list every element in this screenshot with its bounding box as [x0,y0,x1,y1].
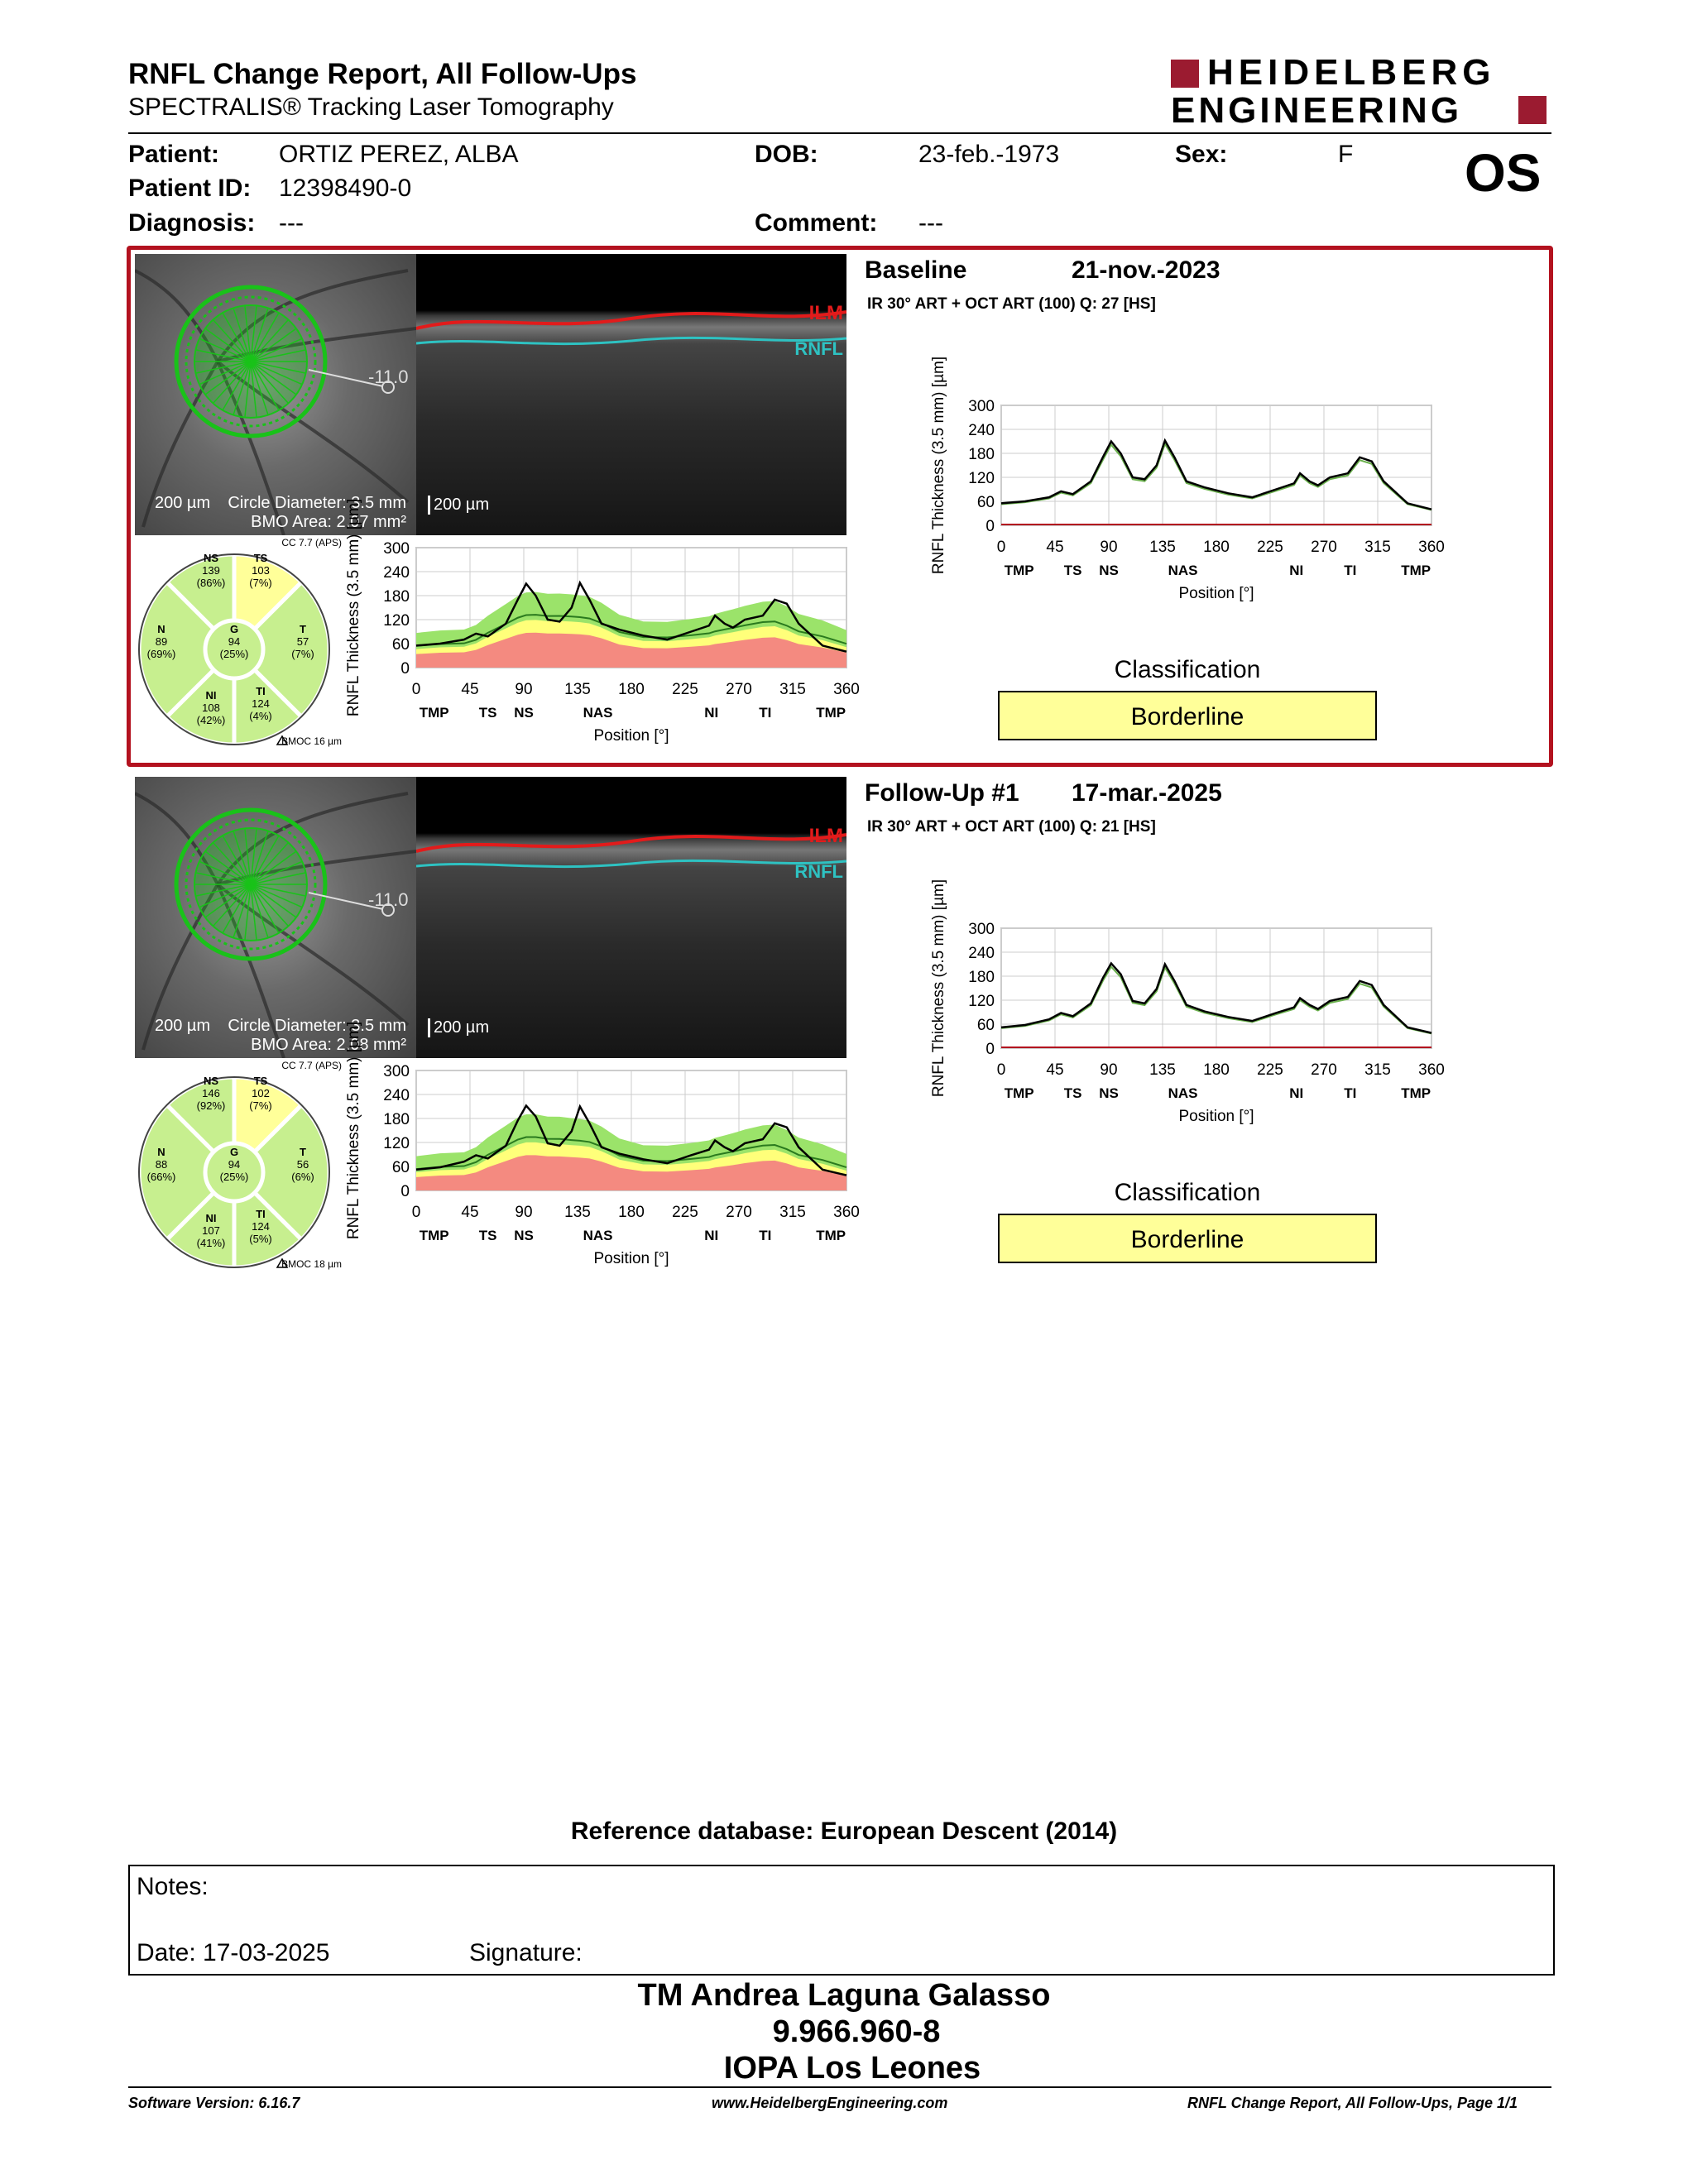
y-tick-label: 180 [968,969,995,986]
x-tick-label: 315 [779,1204,806,1221]
sector-axis-label: NAS [583,1228,613,1243]
baseline-exam [0,252,1688,757]
scan-info: IR 30° ART + OCT ART (100) Q: 21 [HS] [867,818,1156,836]
x-tick-label: 0 [996,1061,1006,1079]
x-tick-label: 45 [1046,539,1064,556]
x-tick-label: 45 [461,1204,479,1221]
x-tick-label: 225 [672,681,698,698]
sector-percent-n: (69%) [146,648,176,660]
circle-diameter: Circle Diameter: 3.5 mm [228,1017,406,1035]
fundus-scale-bar: 200 µm [155,1017,211,1035]
x-tick-label: 180 [1203,1061,1230,1079]
sector-value-ts: 103 [252,564,270,577]
x-tick-label: 180 [1203,539,1230,556]
classification-label: Classification [1114,656,1261,683]
y-tick-label: 300 [383,540,410,558]
sector-axis-label: TMP [419,1228,449,1243]
ilm-label: ILM [808,825,843,847]
sector-name-n: N [157,1146,165,1158]
sector-name-ni: NI [205,1212,217,1224]
sector-percent-ns: (92%) [196,1099,226,1112]
sector-axis-label: NAS [1168,563,1198,578]
y-tick-label: 60 [391,1159,410,1176]
y-axis-title: RNFL Thickness (3.5 mm) [µm] [930,879,947,1098]
rnfl-chart-change [930,879,1445,1125]
cc-label: CC 7.7 (APS) [281,538,342,548]
sector-axis-label: TMP [816,705,846,721]
x-tick-label: 360 [1418,1061,1445,1079]
panel-heading: Follow-Up #1 [865,779,1019,807]
sector-name-ns: NS [203,552,219,564]
x-tick-label: 0 [411,1204,421,1221]
sector-axis-label: TS [478,1228,497,1243]
x-tick-label: 90 [515,681,533,698]
website-link[interactable]: www.HeidelbergEngineering.com [712,2095,948,2111]
x-tick-label: 90 [1100,1061,1118,1079]
sector-axis-label: NI [704,1228,719,1243]
sector-axis-label: TI [759,705,772,721]
x-tick-label: 0 [996,539,1006,556]
y-tick-label: 0 [985,518,995,535]
sector-axis-label: TS [1063,1085,1082,1101]
sector-axis-label: NI [1289,1085,1304,1101]
x-tick-label: 45 [461,681,479,698]
bmo-area: BMO Area: 2.08 mm² [251,1036,406,1054]
sector-value-t: 56 [296,1158,309,1171]
x-tick-label: 90 [515,1204,533,1221]
bmoc-label: BMOC 16 µm [281,735,342,747]
y-tick-label: 240 [968,945,995,962]
x-tick-label: 360 [833,681,860,698]
x-tick-label: 135 [1149,1061,1176,1079]
scan-angle-label: -11.0 [368,366,409,387]
classification-result: Borderline [998,1214,1377,1263]
y-tick-label: 300 [383,1063,410,1080]
sector-axis-label: TI [1344,1085,1357,1101]
ilm-label: ILM [808,302,843,324]
diagnosis-label: Diagnosis: [128,209,256,237]
sector-percent-ti: (5%) [249,1233,272,1245]
y-tick-label: 240 [383,1087,410,1104]
y-tick-label: 120 [383,1135,410,1152]
sector-value-t: 57 [296,635,309,648]
sector-name-ts: TS [253,1075,268,1087]
y-tick-label: 120 [383,612,410,630]
comment-value: --- [918,209,943,237]
sector-axis-label: TMP [419,705,449,721]
y-axis-title: RNFL Thickness (3.5 mm) [µm] [930,356,947,575]
notes-box [128,1865,1555,1976]
sector-value-ti: 124 [252,1220,270,1233]
y-axis-title: RNFL Thickness (3.5 mm) [µm] [345,498,362,717]
sector-percent-ts: (7%) [249,577,272,589]
sector-axis-label: NAS [583,705,613,721]
x-tick-label: 270 [726,681,752,698]
fundus-scale-bar: 200 µm [155,494,211,512]
chart-layer [0,775,1688,1280]
sector-axis-label: NS [514,1228,534,1243]
dob-label: DOB: [755,141,818,168]
sector-percent-g: (25%) [219,648,249,660]
sector-name-g: G [229,1146,239,1158]
sector-percent-ts: (7%) [249,1099,272,1112]
y-tick-label: 300 [968,398,995,415]
patient-id: 12398490-0 [279,175,412,202]
cc-label: CC 7.7 (APS) [281,1061,342,1071]
eye-indicator: OS [1465,143,1542,203]
sector-value-ts: 102 [252,1087,270,1099]
sector-axis-label: NAS [1168,1085,1198,1101]
y-tick-label: 240 [968,422,995,439]
oct-scale-bar: 200 µm [428,496,489,515]
x-tick-label: 315 [1364,539,1391,556]
report-title: RNFL Change Report, All Follow-Ups [128,58,637,90]
sector-axis-label: TMP [1401,1085,1431,1101]
sector-value-ns: 139 [202,564,220,577]
x-tick-label: 135 [564,1204,591,1221]
x-tick-label: 180 [618,1204,645,1221]
sector-axis-label: TMP [1004,1085,1034,1101]
y-tick-label: 300 [968,921,995,938]
y-tick-label: 60 [976,494,995,511]
x-tick-label: 360 [1418,539,1445,556]
bmoc-label: BMOC 18 µm [281,1258,342,1270]
x-tick-label: 315 [779,681,806,698]
sector-percent-n: (66%) [146,1171,176,1183]
sector-name-g: G [229,623,239,635]
report-subtitle: SPECTRALIS® Tracking Laser Tomography [128,93,614,121]
diagnosis-value: --- [279,209,304,237]
sector-percent-ni: (42%) [196,714,226,726]
sector-name-ni: NI [205,689,217,702]
signer-place: IOPA Los Leones [723,2051,981,2086]
rnfl-label: RNFL [794,861,843,882]
classification-label: Classification [1114,1179,1261,1206]
sector-value-ni: 108 [202,702,220,714]
oct-scale-bar: 200 µm [428,1018,489,1037]
y-tick-label: 180 [968,446,995,463]
reference-database: Reference database: European Descent (2014) [570,1818,1118,1845]
y-axis-title: RNFL Thickness (3.5 mm) [µm] [345,1021,362,1240]
software-version: Software Version: 6.16.7 [128,2095,300,2111]
sex-value: F [1338,141,1354,168]
x-tick-label: 45 [1046,1061,1064,1079]
sector-axis-label: NS [1099,563,1119,578]
sector-name-ts: TS [253,552,268,564]
x-tick-label: 360 [833,1204,860,1221]
followup-exam [0,775,1688,1280]
sector-axis-label: TMP [1401,563,1431,578]
rnfl-chart-normative [345,499,860,745]
notes-label: Notes: [137,1873,209,1900]
x-axis-title: Position [°] [1178,585,1254,602]
sector-percent-ns: (86%) [196,577,226,589]
scan-info: IR 30° ART + OCT ART (100) Q: 27 [HS] [867,295,1156,313]
sector-percent-ti: (4%) [249,710,272,722]
panel-heading: Baseline [865,256,967,284]
sector-axis-label: NI [1289,563,1304,578]
exam-date: 17-mar.-2025 [1072,779,1222,807]
sector-percent-g: (25%) [219,1171,249,1183]
y-tick-label: 60 [976,1017,995,1034]
x-axis-title: Position [°] [593,727,669,745]
sector-value-ti: 124 [252,697,270,710]
sector-axis-label: TS [1063,563,1082,578]
sector-value-n: 89 [155,635,168,648]
sector-percent-ni: (41%) [196,1237,226,1249]
sector-axis-label: NS [514,705,534,721]
sector-value-n: 88 [155,1158,168,1171]
sector-value-ni: 107 [202,1224,220,1237]
heidelberg-logo: HEIDELBERG ENGINEERING [1171,58,1551,128]
x-axis-title: Position [°] [1178,1108,1254,1125]
signature-label: Signature: [469,1939,583,1966]
bmo-area: BMO Area: 2.07 mm² [251,513,406,531]
sector-name-t: T [300,623,306,635]
chart-layer [0,252,1688,757]
x-tick-label: 0 [411,681,421,698]
x-tick-label: 225 [1257,1061,1283,1079]
patient-label: Patient: [128,141,220,168]
y-tick-label: 60 [391,636,410,654]
sector-axis-label: TI [759,1228,772,1243]
y-tick-label: 120 [968,470,995,487]
sector-name-ti: TI [256,1208,266,1220]
x-tick-label: 270 [726,1204,752,1221]
rnfl-chart-normative [345,1022,860,1267]
sector-axis-label: TI [1344,563,1357,578]
x-tick-label: 180 [618,681,645,698]
sector-axis-label: NS [1099,1085,1119,1101]
sector-axis-label: NI [704,705,719,721]
sector-name-ns: NS [203,1075,219,1087]
sector-axis-label: TMP [1004,563,1034,578]
y-tick-label: 0 [400,660,410,678]
x-tick-label: 225 [672,1204,698,1221]
sector-value-ns: 146 [202,1087,220,1099]
sector-percent-t: (7%) [291,648,314,660]
sector-name-t: T [300,1146,306,1158]
circle-diameter: Circle Diameter: 3.5 mm [228,494,406,512]
page-indicator: RNFL Change Report, All Follow-Ups, Page 1/1 [1187,2095,1518,2111]
dob-value: 23-feb.-1973 [918,141,1060,168]
sector-name-ti: TI [256,685,266,697]
y-tick-label: 180 [383,588,410,606]
notes-date: Date: 17-03-2025 [137,1939,330,1966]
y-tick-label: 240 [383,564,410,582]
x-tick-label: 225 [1257,539,1283,556]
signer-id: 9.966.960-8 [772,2014,941,2049]
rnfl-label: RNFL [794,338,843,359]
patient-name: ORTIZ PEREZ, ALBA [279,141,519,168]
x-tick-label: 270 [1311,1061,1337,1079]
y-tick-label: 120 [968,993,995,1010]
patient-id-label: Patient ID: [128,175,252,202]
x-tick-label: 135 [564,681,591,698]
sex-label: Sex: [1175,141,1228,168]
signer-name: TM Andrea Laguna Galasso [637,1978,1051,2013]
y-tick-label: 180 [383,1111,410,1128]
x-tick-label: 135 [1149,539,1176,556]
sector-percent-t: (6%) [291,1171,314,1183]
exam-date: 21-nov.-2023 [1072,256,1220,284]
classification-result: Borderline [998,691,1377,740]
sector-value-g: 94 [228,635,241,648]
comment-label: Comment: [755,209,878,237]
rnfl-chart-change [930,357,1445,602]
x-axis-title: Position [°] [593,1250,669,1267]
x-tick-label: 315 [1364,1061,1391,1079]
y-tick-label: 0 [400,1183,410,1200]
x-tick-label: 90 [1100,539,1118,556]
sector-axis-label: TMP [816,1228,846,1243]
sector-name-n: N [157,623,165,635]
scan-angle-label: -11.0 [368,889,409,910]
sector-axis-label: TS [478,705,497,721]
x-tick-label: 270 [1311,539,1337,556]
sector-value-g: 94 [228,1158,241,1171]
y-tick-label: 0 [985,1041,995,1058]
